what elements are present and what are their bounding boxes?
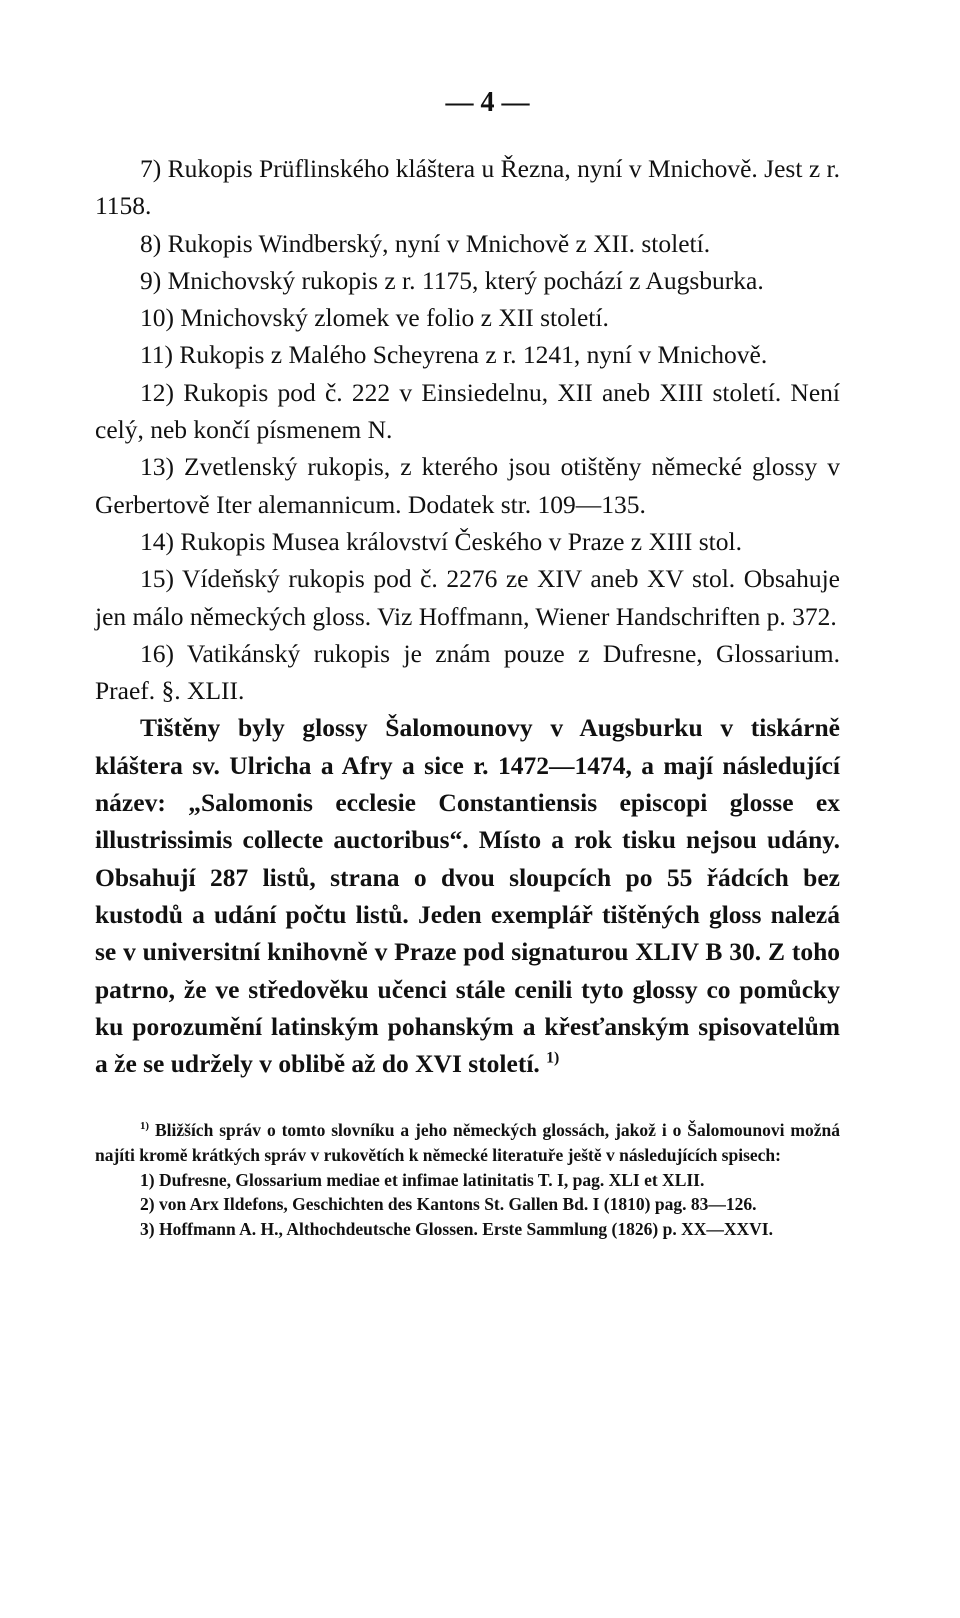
- footnote-intro-text: Bližších správ o tomto slovníku a jeho německých glossách, jakož i o Šalomounovi možná najíti kromě krátkých správ v rukovětích k německé literatuře ještě v následujících spisech:: [95, 1120, 840, 1166]
- footnote-intro: [95, 1118, 840, 1167]
- document-page: [95, 82, 840, 1241]
- footnote-item-1: 1) Dufresne, Glossarium mediae et infimae latinitatis T. I, pag. XLI et XLII.: [140, 1169, 705, 1190]
- list-item-8: 8) Rukopis Windberský, nyní v Mnichově z XII. století.: [140, 228, 711, 258]
- list-item-12: 12) Rukopis pod č. 222 v Einsiedelnu, XII aneb XIII století. Není celý, neb končí písmenem N.: [95, 377, 840, 445]
- list-item-14: 14) Rukopis Musea království Českého v Praze z XIII stol.: [140, 526, 742, 556]
- footnote-item-2: 2) von Arx Ildefons, Geschichten des Kantons St. Gallen Bd. I (1810) pag. 83—126.: [140, 1194, 757, 1215]
- footnotes: [95, 1118, 840, 1241]
- list-item-9: 9) Mnichovský rukopis z r. 1175, který pochází z Augsburka.: [140, 265, 764, 295]
- main-paragraph: [95, 709, 840, 1082]
- page-number: — 4 —: [445, 87, 530, 118]
- footnote-reference: 1): [546, 1049, 560, 1067]
- list-item-11: 11) Rukopis z Malého Scheyrena z r. 1241, nyní v Mnichově.: [140, 340, 768, 370]
- list-item-10: 10) Mnichovský zlomek ve folio z XII století.: [140, 303, 609, 333]
- main-paragraph-text: Tištěny byly glossy Šalomounovy v Augsburku v tiskárně kláštera sv. Ulricha a Afry a sice r. 1472—1474, a mají následující název: „Salomonis ecclesie Constantiensis episcopi glosse ex illustrissimis collecte auctoribus“. Místo a rok tisku nejsou udány. Obsahují 287 listů, strana o dvou sloupcích po 55 řádcích bez kustodů a udání počtu listů. Jeden exemplář tištěných gloss nalezá se v universitní knihovně v Praze pod signaturou XLIV B 30. Z toho patrno, že ve středověku učenci stále cenili tyto glossy co pomůcky ku porozumění latinským pohanským a křesťanským spisovatelům a že se udržely v oblibě až do XVI století.: [95, 713, 840, 1079]
- list-item-7: 7) Rukopis Prüflinského kláštera u Řezna, nyní v Mnichově. Jest z r. 1158.: [95, 154, 840, 221]
- manuscript-list: [95, 150, 840, 1082]
- list-item-16: 16) Vatikánský rukopis je znám pouze z Dufresne, Glossarium. Praef. §. XLII.: [95, 638, 840, 706]
- list-item-13: 13) Zvetlenský rukopis, z kterého jsou otištěny německé glossy v Gerbertově Iter alemannicum. Dodatek str. 109—135.: [95, 452, 840, 519]
- footnote-mark: 1): [140, 1120, 150, 1133]
- list-item-15: 15) Vídeňský rukopis pod č. 2276 ze XIV aneb XV stol. Obsahuje jen málo německých gloss. Viz Hoffmann, Wiener Handschriften p. 372.: [95, 564, 840, 631]
- footnote-item-3: 3) Hoffmann A. H., Althochdeutsche Glossen. Erste Sammlung (1826) p. XX—XXVI.: [140, 1218, 773, 1239]
